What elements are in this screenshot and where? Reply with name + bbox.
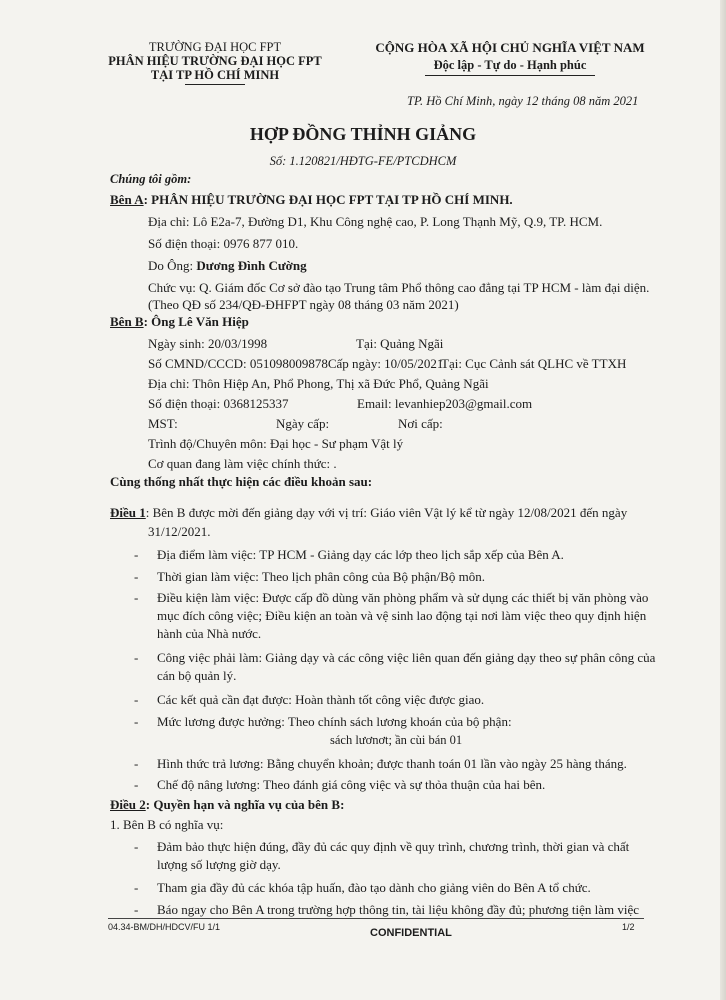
party-b-label: Bên B	[110, 314, 144, 329]
page-title: HỢP ĐỒNG THỈNH GIẢNG	[249, 124, 477, 144]
bullet-dash: -	[134, 880, 139, 895]
footer-divider	[108, 918, 644, 919]
list-item: Mức lương được hưởng: Theo chính sách lương khoán của bộ phận:	[157, 714, 512, 729]
party-a-position: Chức vụ: Q. Giám đốc Cơ sở đào tạo Trung tâm Phổ thông cao đẳng tại TP HCM - làm đại diện.	[148, 280, 650, 295]
party-a-name: : PHÂN HIỆU TRƯỜNG ĐẠI HỌC FPT TẠI TP HỒ CHÍ MINH.	[143, 192, 513, 207]
party-b-id-place: Tại: Cục Cảnh sát QLHC về TTXH	[441, 356, 627, 371]
header-branch-city: TẠI TP HỒ CHÍ MINH	[150, 68, 280, 82]
list-item: Đảm bảo thực hiện đúng, đầy đủ các quy định về quy trình, chương trình, thời gian và chất	[157, 839, 630, 854]
bullet-dash: -	[134, 547, 139, 562]
party-a-rep-name: Dương Đình Cường	[196, 258, 307, 273]
bullet-dash: -	[134, 692, 139, 707]
list-item: Hình thức trả lương: Bằng chuyển khoản; được thanh toán 01 lần vào ngày 25 hàng tháng.	[157, 756, 627, 771]
header-branch-name: PHÂN HIỆU TRƯỜNG ĐẠI HỌC FPT	[108, 54, 322, 68]
bullet-dash: -	[134, 714, 139, 729]
article-2-sub-1: 1. Bên B có nghĩa vụ:	[110, 817, 224, 832]
list-item-continued: mục đích công việc; Điều kiện an toàn và vệ sinh lao động tại nơi làm việc theo quy định hiện	[157, 608, 647, 623]
party-a-decision: (Theo QĐ số 234/QĐ-ĐHFPT ngày 08 tháng 03 năm 2021)	[148, 297, 459, 312]
party-b-name: : Ông Lê Văn Hiệp	[143, 314, 249, 329]
intro-text: Chúng tôi gồm:	[110, 172, 192, 186]
header-school-name: TRƯỜNG ĐẠI HỌC FPT	[148, 40, 282, 54]
list-item-continued: hành của Nhà nước.	[157, 626, 262, 641]
bullet-dash: -	[134, 569, 139, 584]
party-a-heading	[110, 192, 513, 208]
footer-page-number: 1/2	[622, 922, 635, 932]
article-1-line-2: 31/12/2021.	[148, 524, 211, 539]
party-b-heading	[110, 314, 249, 330]
article-1-line-1	[110, 505, 627, 521]
party-a-label: Bên A	[110, 192, 144, 207]
list-item-continued: sách lươnơt; ần cùi bán 01	[330, 733, 463, 747]
date-line: TP. Hồ Chí Minh, ngày 12 tháng 08 năm 2021	[407, 94, 639, 108]
bullet-dash: -	[134, 590, 139, 605]
party-b-tax-place: Nơi cấp:	[398, 416, 443, 431]
bullet-dash: -	[134, 839, 139, 854]
bullet-dash: -	[134, 650, 139, 665]
party-b-phone: Số điện thoại: 0368125337	[148, 396, 289, 411]
list-item: Các kết quả cần đạt được: Hoàn thành tốt công việc được giao.	[157, 692, 485, 707]
party-b-tax-code: MST:	[148, 416, 178, 431]
party-b-dob: Ngày sinh: 20/03/1998	[148, 336, 268, 351]
list-item: Thời gian làm việc: Theo lịch phân công của Bộ phận/Bộ môn.	[157, 569, 485, 584]
party-b-workplace: Cơ quan đang làm việc chính thức: .	[148, 456, 337, 471]
party-a-representative	[148, 258, 307, 274]
header-motto: Độc lập - Tự do - Hạnh phúc	[433, 58, 587, 72]
header-left-underline	[185, 84, 245, 85]
contract-number: Số: 1.120821/HĐTG-FE/PTCDHCM	[269, 154, 457, 168]
article-2-title: : Quyền hạn và nghĩa vụ của bên B:	[145, 797, 345, 812]
header-nation: CỘNG HÒA XÃ HỘI CHỦ NGHĨA VIỆT NAM	[375, 40, 645, 55]
scan-edge-shadow	[720, 0, 726, 1000]
header-right-underline	[425, 75, 595, 76]
agreement-line: Cùng thống nhất thực hiện các điều khoản sau:	[110, 474, 373, 489]
list-item: Tham gia đầy đủ các khóa tập huấn, đào tạo dành cho giảng viên do Bên A tổ chức.	[157, 880, 591, 895]
party-b-address: Địa chỉ: Thôn Hiệp An, Phổ Phong, Thị xã Đức Phổ, Quảng Ngãi	[148, 376, 489, 391]
article-1-text: : Bên B được mời đến giảng dạy với vị trí: Giáo viên Vật lý kể từ ngày 12/08/2021 đến ngày	[145, 505, 628, 520]
bullet-dash: -	[134, 902, 139, 917]
list-item-continued: cán bộ quản lý.	[157, 668, 237, 683]
party-b-id: Số CMND/CCCD: 051098009878Cấp ngày: 10/05/2021	[148, 356, 444, 371]
list-item-continued: lượng số lượng giờ dạy.	[157, 857, 281, 872]
list-item: Điều kiện làm việc: Được cấp đồ dùng văn phòng phẩm và sử dụng các thiết bị văn phòng vào	[157, 590, 649, 605]
article-1-label: Điều 1	[110, 505, 146, 520]
article-2-label: Điều 2	[110, 797, 146, 812]
party-a-phone: Số điện thoại: 0976 877 010.	[148, 236, 299, 251]
footer-confidential: CONFIDENTIAL	[370, 927, 452, 939]
list-item: Báo ngay cho Bên A trong trường hợp thông tin, tài liệu không đầy đủ; phương tiện làm việc	[157, 902, 640, 917]
list-item: Chế độ nâng lương: Theo đánh giá công việc và sự thỏa thuận của hai bên.	[157, 777, 546, 792]
list-item: Địa điểm làm việc: TP HCM - Giảng dạy các lớp theo lịch sắp xếp của Bên A.	[157, 547, 564, 562]
article-2-heading	[110, 797, 344, 813]
list-item: Công việc phải làm: Giảng dạy và các công việc liên quan đến giảng dạy theo sự phân công của	[157, 650, 656, 665]
bullet-dash: -	[134, 756, 139, 771]
party-b-tax-date: Ngày cấp:	[276, 416, 330, 431]
footer-form-code: 04.34-BM/DH/HDCV/FU 1/1	[108, 922, 221, 932]
party-b-degree: Trình độ/Chuyên môn: Đại học - Sư phạm Vật lý	[148, 436, 404, 451]
party-b-birthplace: Tại: Quảng Ngãi	[356, 336, 444, 351]
party-a-rep-prefix: Do Ông:	[148, 258, 197, 273]
party-a-address: Địa chỉ: Lô E2a-7, Đường D1, Khu Công nghệ cao, P. Long Thạnh Mỹ, Q.9, TP. HCM.	[148, 214, 603, 229]
bullet-dash: -	[134, 777, 139, 792]
party-b-email: Email: levanhiep203@gmail.com	[357, 396, 533, 411]
